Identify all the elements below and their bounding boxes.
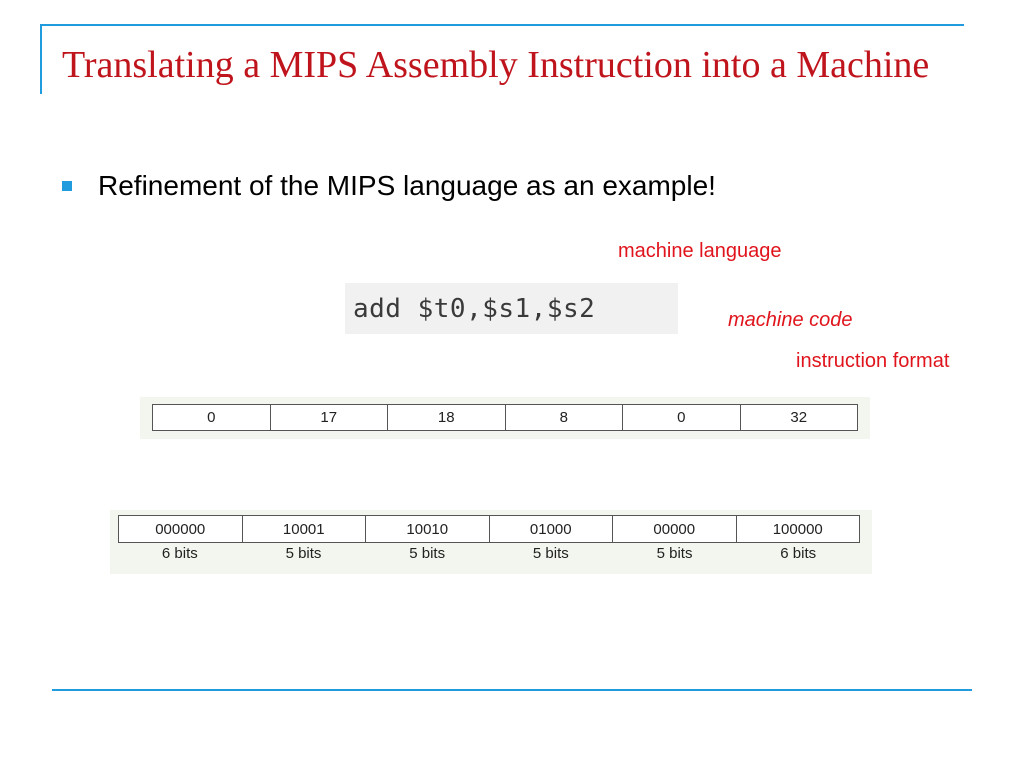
annotation-machine-language: machine language	[618, 240, 782, 262]
bit-width-labels	[118, 545, 860, 567]
binary-field-cell: 10010	[366, 516, 490, 542]
bit-width-label: 5 bits	[532, 545, 569, 562]
decimal-fields-table	[152, 404, 858, 431]
decimal-field-cell: 8	[506, 405, 624, 430]
slide-title: Translating a MIPS Assembly Instruction into a Machine	[62, 44, 930, 86]
decimal-field-cell: 17	[271, 405, 389, 430]
slide-frame-top-line	[40, 24, 964, 26]
bullet-text: Refinement of the MIPS language as an example!	[98, 170, 716, 201]
annotation-instruction-format: instruction format	[796, 350, 950, 372]
slide-frame-left-line	[40, 24, 42, 94]
bit-width-label: 5 bits	[285, 545, 322, 562]
slide-frame-bottom-line	[52, 689, 972, 691]
decimal-field-cell: 32	[790, 409, 808, 426]
bullet-square-icon	[62, 181, 72, 191]
bit-width-label: 6 bits	[161, 545, 198, 562]
binary-field-cell: 000000	[119, 516, 243, 542]
binary-field-cell: 00000	[613, 516, 737, 542]
binary-field-cell: 01000	[490, 516, 614, 542]
annotation-machine-code: machine code	[728, 309, 853, 331]
decimal-field-cell: 0	[623, 405, 741, 430]
bit-width-label: 5 bits	[656, 545, 693, 562]
assembly-instruction: add $t0,$s1,$s2	[345, 283, 678, 334]
binary-field-cell: 10001	[243, 516, 367, 542]
binary-field-cell: 100000	[772, 520, 823, 538]
bit-width-label: 6 bits	[780, 545, 817, 562]
decimal-field-cell: 18	[388, 405, 506, 430]
binary-fields-table	[118, 515, 860, 543]
bullet-item	[62, 170, 716, 202]
decimal-field-cell: 0	[153, 405, 271, 430]
bit-width-label: 5 bits	[409, 545, 446, 562]
